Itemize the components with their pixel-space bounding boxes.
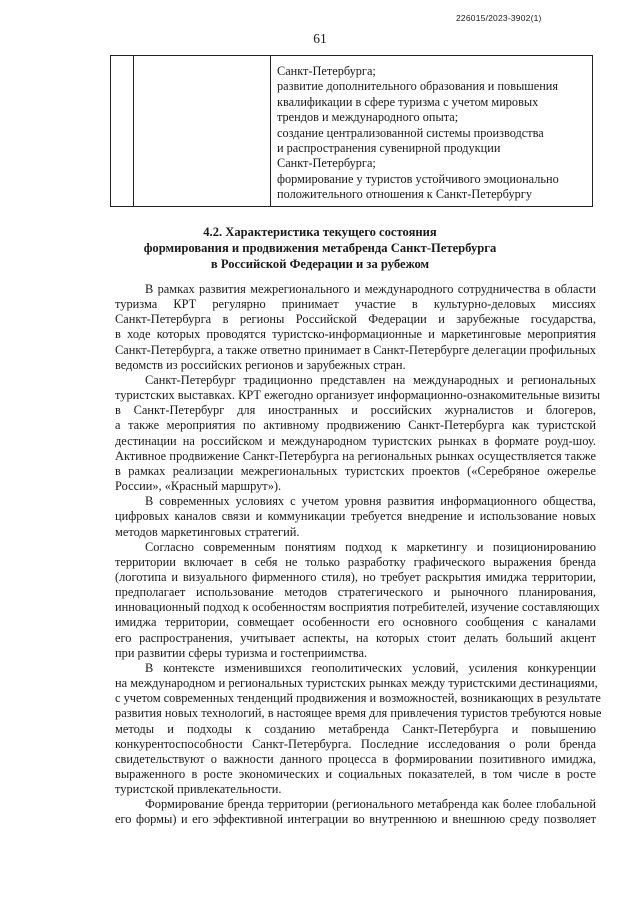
paragraph-line: его распространения, учитывает аспекты, на которых стоит делать больший акцент [115, 630, 596, 645]
paragraph-line: России», «Красный маршрут»). [115, 479, 282, 494]
paragraph-line: ведомств из российских регионов и зарубежных стран. [115, 357, 406, 372]
table-cell-line: квалификации в сфере туризма с учетом мировых [277, 94, 539, 109]
section-title [0, 224, 640, 272]
paragraph [115, 660, 602, 797]
table-cell-line: развитие дополнительного образования и повышения [277, 79, 559, 94]
paragraph-line: Санкт-Петербург традиционно представлен на международных и региональных [145, 372, 596, 387]
table-cell-line: формирование у туристов устойчивого эмоционально [277, 171, 559, 186]
paragraph-line: а также мероприятия по активному продвижению Санкт-Петербурга как туристской [115, 418, 596, 433]
paragraph-line: туристской привлекательности. [115, 782, 282, 797]
paragraph [115, 539, 600, 661]
paragraph [115, 282, 596, 373]
paragraph-line: В контексте изменившихся геополитических условий, усиления конкуренции [145, 660, 596, 675]
section-title-line: 4.2. Характеристика текущего состояния [203, 225, 437, 239]
paragraph-line: в рамках реализации межрегиональных туристских проектов («Серебряное ожерелье [115, 463, 596, 478]
paragraph-line: туристских выставках. КРТ ежегодно организует информационно-ознакомительные визиты [115, 388, 601, 403]
paragraph-line: (логотипа и визуального фирменного стиля), но требует раскрытия имиджа территории, [115, 569, 596, 584]
paragraph-line: на международном и региональных туристских рынках между туристскими дестинациями, [115, 676, 598, 691]
paragraph-line: Активное продвижение Санкт-Петербурга на региональных рынках осуществляется также [115, 448, 596, 463]
body-text [115, 282, 602, 828]
paragraph-line: В современных условиях с учетом уровня развития информационного общества, [145, 494, 596, 509]
document-registration-number: 226015/2023-3902(1) [456, 13, 542, 23]
paragraph-line: имиджа территории, совмещает особенности его основного сообщения с каналами [115, 615, 596, 630]
paragraph-line: Формирование бренда территории (регионального метабренда как более глобальной [145, 797, 596, 812]
paragraph-line: свидетельствуют о важности данного процесса в формировании позитивного имиджа, [115, 751, 596, 766]
paragraph-line: методы и подходы к созданию метабренда Санкт-Петербурга и повышению [115, 721, 596, 736]
paragraph-line: при развитии сферы туризма и гостеприимства. [115, 645, 368, 660]
paragraph-line: инновационный подход к особенностям восприятия потребителей, изучение составляющих [115, 600, 600, 615]
paragraph-line: Санкт-Петербурга в регионы Российской Федерации и зарубежные государства, [115, 312, 596, 327]
table-cell-line: создание централизованной системы производства [277, 125, 544, 140]
paragraph-line: цифровых каналов связи и коммуникации требуется внедрение и использование новых [115, 509, 596, 524]
paragraph-line: развития новых технологий, в настоящее время для привлечения туристов требуются новые [115, 706, 602, 721]
paragraph-line: конкурентоспособности Санкт-Петербурга. Последние исследования о роли бренда [115, 736, 596, 751]
paragraph [115, 797, 596, 827]
paragraph-line: В рамках развития межрегионального и международного сотрудничества в области [145, 282, 596, 296]
section-title-line: в Российской Федерации и за рубежом [210, 257, 430, 271]
paragraph [115, 494, 596, 539]
paragraph-line: туризма КРТ регулярно принимает участие в культурно-деловых миссиях [115, 297, 596, 312]
continued-table [110, 55, 593, 207]
paragraph-line: Санкт-Петербурга, а также ответно принимает в Санкт-Петербурге делегации профильных [115, 342, 596, 357]
paragraph-line: Согласно современным понятиям подход к маркетингу и позиционированию [145, 539, 596, 554]
paragraph-line: его формы) и его эффективной интеграции во внутреннюю и внешнюю среду позволяет [115, 812, 596, 827]
paragraph-line: в ходе которых проводятся туристско-информационные и маркетинговые мероприятия [115, 327, 596, 342]
paragraph-line: предполагает использование методов стратегического и рыночного планирования, [115, 585, 596, 600]
paragraph-line: выраженного в росте экономических и социальных показателей, в том числе в росте [115, 767, 596, 781]
table-cell-line: Санкт-Петербурга; [277, 156, 376, 171]
table-column-divider [133, 56, 134, 206]
table-cell-tasks [277, 64, 586, 203]
paragraph [115, 372, 601, 494]
table-cell-line: Санкт-Петербурга; [277, 64, 376, 78]
table-cell-line: положительного отношения к Санкт-Петербургу [277, 187, 532, 202]
paragraph-line: методов маркетинговых стратегий. [115, 524, 300, 539]
section-title-line: формирования и продвижения метабренда Санкт-Петербурга [143, 241, 497, 255]
table-cell-line: трендов и международного опыта; [277, 110, 459, 125]
table-column-divider [270, 56, 271, 206]
paragraph-line: с учетом современных тенденций продвижения и возможностей, возникающих в результате [115, 691, 601, 706]
paragraph-line: территории включает в себя не только разработку графического выражения бренда [115, 554, 596, 569]
paragraph-line: в Санкт-Петербург для иностранных и российских журналистов и блогеров, [115, 403, 596, 418]
page-number: 61 [313, 31, 327, 46]
paragraph-line: дестинации на российском и международном туристских рынках в формате роуд-шоу. [115, 433, 596, 448]
table-cell-line: и распространения сувенирной продукции [277, 141, 501, 156]
